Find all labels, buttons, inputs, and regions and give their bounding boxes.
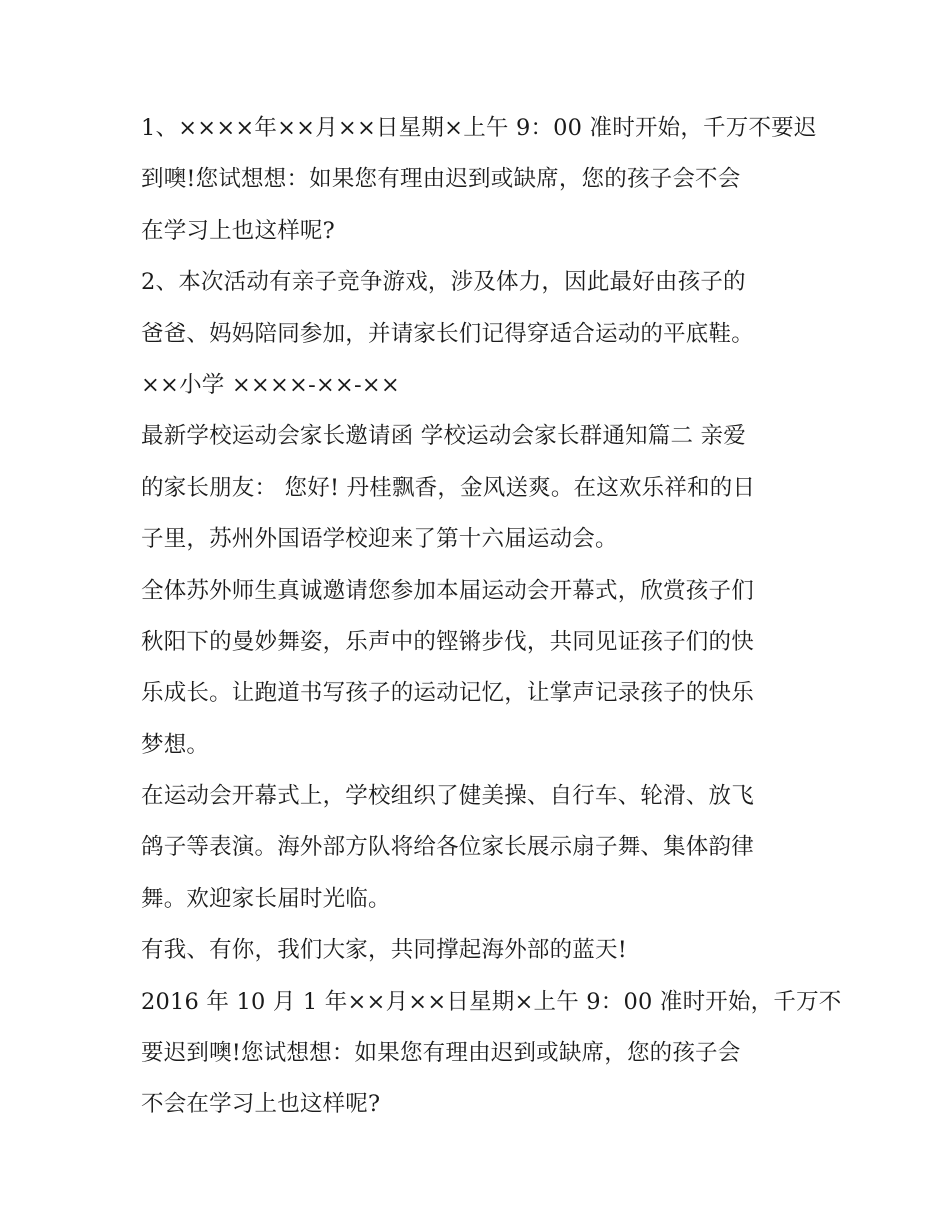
text-line: 鸽子等表演。海外部方队将给各位家长展示扇子舞、集体韵律 (141, 834, 754, 861)
signature-line: ××小学 ××××-××-×× (141, 371, 400, 398)
text-line: 有我、有你，我们大家，共同撑起海外部的蓝天! (141, 937, 627, 964)
text-line: 最新学校运动会家长邀请函 学校运动会家长群通知篇二 亲爱 (141, 423, 746, 450)
document-body (141, 103, 842, 1131)
text-line: 秋阳下的曼妙舞姿，乐声中的铿锵步伐，共同见证孩子们的快 (141, 628, 754, 655)
text-line: 全体苏外师生真诚邀请您参加本届运动会开幕式，欣赏孩子们 (141, 577, 754, 604)
text-line: 子里，苏州外国语学校迎来了第十六届运动会。 (141, 526, 618, 553)
text-line: 梦想。 (141, 731, 210, 758)
text-line: 爸爸、妈妈陪同参加，并请家长们记得穿适合运动的平底鞋。 (141, 320, 754, 347)
text-line: 舞。欢迎家长届时光临。 (141, 885, 391, 912)
text-line: 乐成长。让跑道书写孩子的运动记忆，让掌声记录孩子的快乐 (141, 680, 754, 707)
text-line: 1、××××年××月××日星期×上午 9：00 准时开始，千万不要迟 (141, 115, 817, 141)
text-line: 2016 年 10 月 1 年××月××日星期×上午 9：00 准时开始，千万不 (141, 988, 842, 1015)
text-line: 不会在学习上也这样呢? (141, 1091, 381, 1118)
text-line: 要迟到噢!您试想想：如果您有理由迟到或缺席，您的孩子会 (141, 1040, 741, 1067)
text-line: 的家长朋友： 您好! 丹桂飘香，金风送爽。在这欢乐祥和的日 (141, 474, 756, 501)
text-line: 2、本次活动有亲子竞争游戏，涉及体力，因此最好由孩子的 (141, 269, 746, 296)
text-line: 到噢!您试想想：如果您有理由迟到或缺席，您的孩子会不会 (141, 166, 741, 193)
text-line: 在运动会开幕式上，学校组织了健美操、自行车、轮滑、放飞 (141, 783, 754, 810)
text-line: 在学习上也这样呢? (141, 217, 335, 244)
